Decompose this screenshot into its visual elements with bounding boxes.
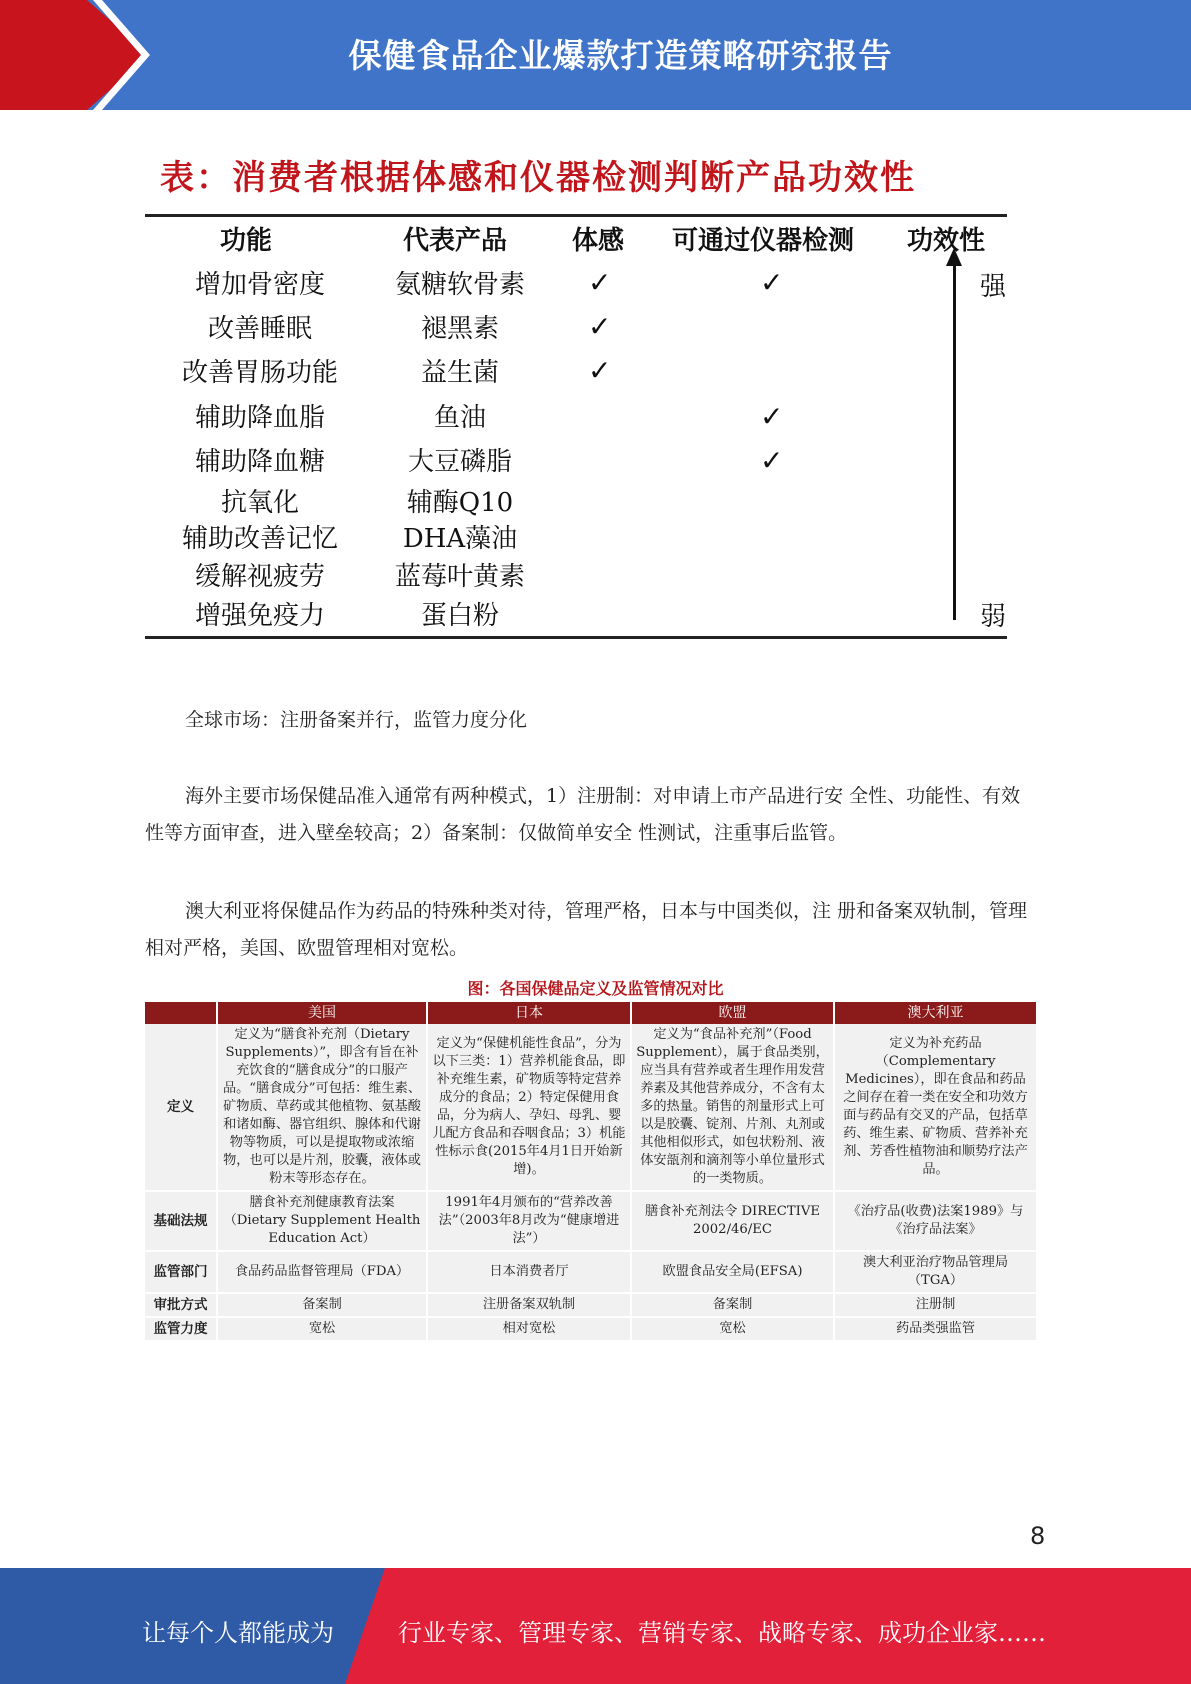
table-cell: 备案制: [217, 1293, 427, 1317]
table1-product: DHA藻油: [402, 524, 518, 554]
table-cell: 膳食补充剂法令 DIRECTIVE 2002/46/EC: [631, 1191, 834, 1251]
column-header-australia: 澳大利亚: [834, 1002, 1037, 1024]
table-row: [145, 1293, 1037, 1317]
table1-func: 辅助降血脂: [194, 403, 325, 433]
table2-corner: [145, 1002, 217, 1024]
body-paragraph: 澳大利亚将保健品作为药品的特殊种类对待，管理严格，日本与中国类似，注 册和备案双轨制，管理相对严格，美国、欧盟管理相对宽松。: [145, 900, 1028, 959]
check-icon: ✓: [760, 266, 784, 299]
footer-slogan-left: 让每个人都能成为: [142, 1619, 334, 1647]
table-cell: 宽松: [217, 1317, 427, 1341]
column-header-japan: 日本: [427, 1002, 631, 1024]
table-cell: 注册备案双轨制: [427, 1293, 631, 1317]
check-icon: ✓: [588, 266, 612, 299]
table1-top-rule: [145, 214, 1007, 217]
table1-func: 改善睡眠: [207, 314, 312, 344]
weak-label: 弱: [980, 602, 1007, 632]
table-cell: 备案制: [631, 1293, 834, 1317]
body-paragraph: 海外主要市场保健品准入通常有两种模式，1）注册制：对申请上市产品进行安 全性、功能性、有效性等方面审查，进入壁垒较高；2）备案制：仅做简单安全 性测试，注重事后监管。: [145, 785, 1021, 844]
table-cell: 药品类强监管: [834, 1317, 1037, 1341]
table-cell: 澳大利亚治疗物品管理局（TGA）: [834, 1251, 1037, 1293]
table1-header-func: 功能: [220, 226, 273, 256]
table1-title: 表：消费者根据体感和仪器检测判断产品功效性: [160, 158, 916, 198]
page-footer: [0, 1568, 1191, 1684]
table2-header-row: [145, 1002, 1037, 1024]
row-header: 定义: [145, 1024, 217, 1191]
column-header-usa: 美国: [217, 1002, 427, 1024]
column-header-eu: 欧盟: [631, 1002, 834, 1024]
table-cell: 日本消费者厅: [427, 1251, 631, 1293]
table-row: [145, 1251, 1037, 1293]
report-title: 保健食品企业爆款打造策略研究报告: [348, 36, 893, 75]
table1-product: 氨糖软骨素: [394, 270, 525, 300]
table-cell: 膳食补充剂健康教育法案（Dietary Supplement Health Education Act）: [217, 1191, 427, 1251]
strong-label: 强: [980, 272, 1007, 302]
check-icon: ✓: [588, 354, 612, 387]
table-cell: 欧盟食品安全局(EFSA): [631, 1251, 834, 1293]
table1-func: 辅助降血糖: [194, 447, 325, 477]
table-cell: 定义为补充药品（Complementary Medicines），即在食品和药品之间存在着一类在安全和功效方面与药品有交叉的产品，包括草药、维生素、矿物质、营养补充剂、芳香性植物油和顺势疗法产品。: [834, 1024, 1037, 1191]
table-cell: 《治疗品(收费)法案1989》与《治疗品法案》: [834, 1191, 1037, 1251]
table1-func: 增强免疫力: [194, 601, 325, 631]
table1-header-product: 代表产品: [403, 226, 508, 256]
table-cell: 1991年4月颁布的“营养改善法”（2003年8月改为“健康增进法”）: [427, 1191, 631, 1251]
row-header: 基础法规: [145, 1191, 217, 1251]
table-row: [145, 1024, 1037, 1191]
footer-slogan-right: 行业专家、管理专家、营销专家、战略专家、成功企业家……: [398, 1619, 1046, 1647]
table1-header-instrument: 可通过仪器检测: [672, 226, 855, 256]
table1-bottom-rule: [145, 636, 1007, 639]
table1-product: 辅酶Q10: [406, 488, 514, 518]
table-cell: 宽松: [631, 1317, 834, 1341]
efficacy-table: [145, 218, 1007, 638]
table-row: [145, 1317, 1037, 1341]
table1-product: 褪黑素: [420, 314, 499, 344]
page-header: [0, 0, 1191, 110]
table-cell: 注册制: [834, 1293, 1037, 1317]
table-cell: 食品药品监督管理局（FDA）: [217, 1251, 427, 1293]
table-cell: 定义为“膳食补充剂（Dietary Supplements）”，即含有旨在补充饮食的“膳食成分”的口服产品。“膳食成分”可包括：维生素、矿物质、草药或其他植物、氨基酸和诸如酶、器官组织、腺体和代谢物等物质，可以是提取物或浓缩物，也可以是片剂，胶囊，液体或粉末等形态存在。: [217, 1024, 427, 1191]
regulation-comparison-table: [145, 1002, 1038, 1342]
table-cell: 定义为“保健机能性食品”，分为以下三类：1）营养机能食品，即补充维生素，矿物质等特定营养成分的食品；2）特定保健用食品，分为病人、孕妇、母乳、婴儿配方食品和吞咽食品；3）机能性标示食(2015年4月1日开始新增)。: [427, 1024, 631, 1191]
check-icon: ✓: [588, 310, 612, 343]
table1-product: 鱼油: [433, 403, 486, 433]
section-heading-paragraph: 全球市场：注册备案并行，监管力度分化: [185, 709, 528, 731]
table1-product: 大豆磷脂: [407, 447, 512, 477]
table1-func: 缓解视疲劳: [194, 562, 325, 592]
table1-func: 增加骨密度: [194, 270, 325, 300]
row-header: 监管部门: [145, 1251, 217, 1293]
row-header: 监管力度: [145, 1317, 217, 1341]
row-header: 审批方式: [145, 1293, 217, 1317]
table1-product: 蛋白粉: [420, 601, 499, 631]
table1-header-efficacy: 功效性: [907, 226, 986, 256]
table2-title: 图：各国保健品定义及监管情况对比: [467, 979, 724, 998]
table1-product: 益生菌: [420, 358, 499, 388]
check-icon: ✓: [760, 444, 784, 477]
table1-header-feel: 体感: [572, 226, 625, 256]
table-cell: 相对宽松: [427, 1317, 631, 1341]
table1-func: 改善胃肠功能: [181, 358, 338, 388]
table-row: [145, 1191, 1037, 1251]
page-number: 8: [1030, 1522, 1046, 1550]
table1-func: 辅助改善记忆: [181, 524, 338, 554]
table1-product: 蓝莓叶黄素: [394, 562, 525, 592]
check-icon: ✓: [760, 400, 784, 433]
efficacy-arrow-line: [953, 258, 956, 620]
table1-func: 抗氧化: [220, 488, 299, 518]
table-cell: 定义为“食品补充剂”（Food Supplement），属于食品类别，应当具有营养或者生理作用发营养素及其他营养成分，不含有太多的热量。销售的剂量形式上可以是胶囊、锭剂、片剂、丸剂或其他相似形式，如包状粉剂、液体安瓿剂和滴剂等小单位量形式的一类物质。: [631, 1024, 834, 1191]
